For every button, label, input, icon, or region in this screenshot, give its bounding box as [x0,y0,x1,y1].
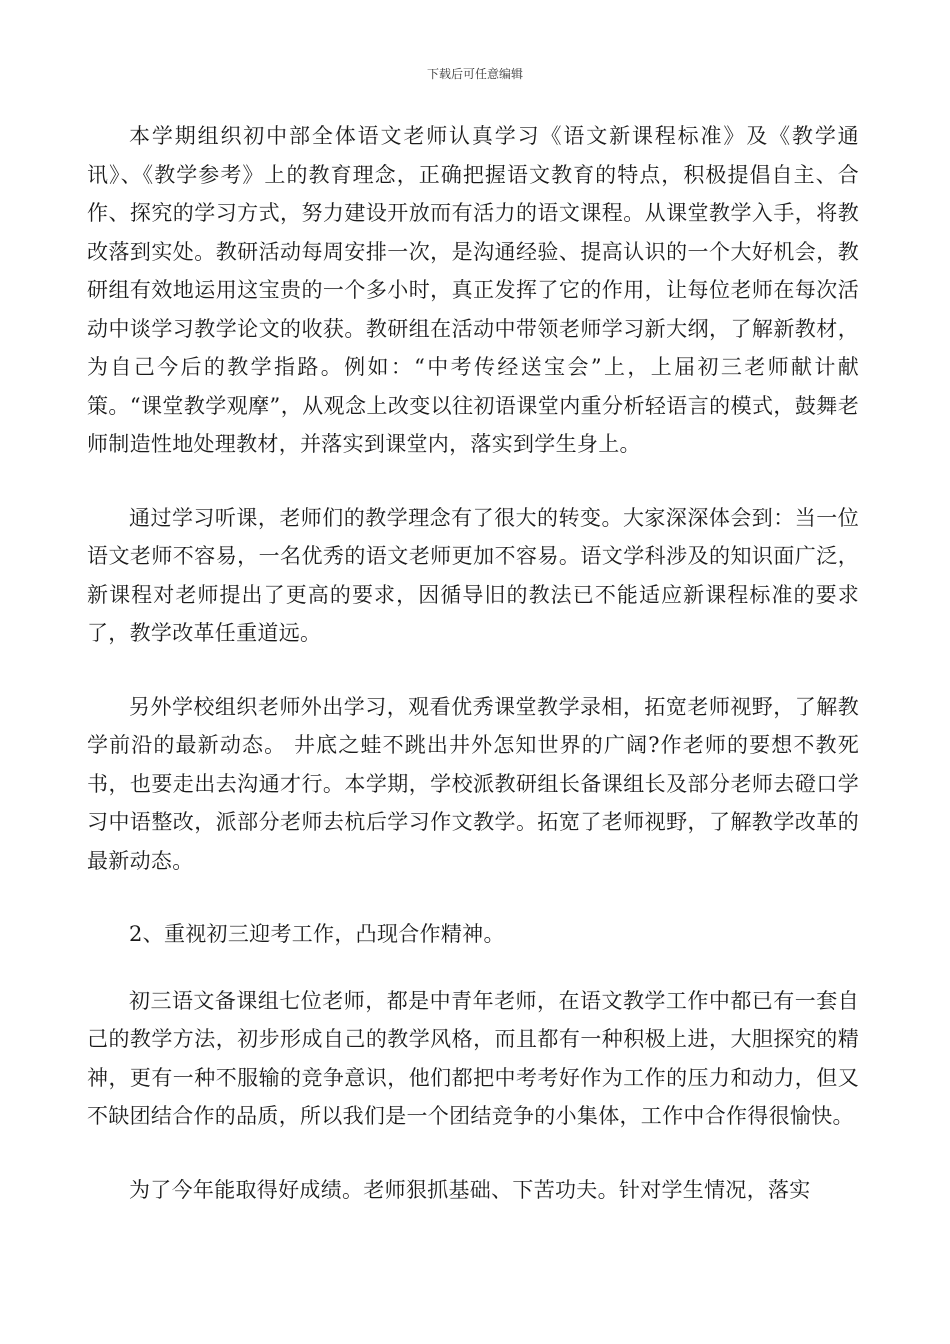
document-body [87,117,859,1244]
paragraph-2: 通过学习听课，老师们的教学理念有了很大的转变。大家深深体会到：当一位语文老师不容易，一名优秀的语文老师更加不容易。语文学科涉及的知识面广泛，新课程对老师提出了更高的要求，因循导旧的教法已不能适应新课程标准的要求了，教学改革任重道远。 [87,505,859,645]
section-heading: 2、重视初三迎考工作，凸现合作精神。 [129,922,505,946]
header-note: 下载后可任意编辑 [426,67,523,81]
paragraph-3: 另外学校组织老师外出学习，观看优秀课堂教学录相，拓宽老师视野，了解教学前沿的最新动态。 井底之蛙不跳出井外怎知世界的广阔?作老师的要想不教死书，也要走出去沟通才行。本学期，学校派教研组长备课组长及部分老师去磴口学习中语整改，派部分老师去杭后学习作文教学。拓宽了老师视野，了解教学改革的最新动态。 [87,694,859,873]
paragraph-1: 本学期组织初中部全体语文老师认真学习《语文新课程标准》及《教学通讯》、《教学参考》上的教育理念，正确把握语文教育的特点，积极提倡自主、合作、探究的学习方式，努力建设开放而有活力的语文课程。从课堂教学入手，将教改落到实处。教研活动每周安排一次，是沟通经验、提高认识的一个大好机会，教研组有效地运用这宝贵的一个多小时，真正发挥了它的作用，让每位老师在每次活动中谈学习教学论文的收获。教研组在活动中带领老师学习新大纲，了解新教材，为自己今后的教学指路。例如：“中考传经送宝会”上，上届初三老师献计献策。“课堂教学观摩”，从观念上改变以往初语课堂内重分析轻语言的模式，鼓舞老师制造性地处理教材，并落实到课堂内，落实到学生身上。 [87,124,859,456]
paragraph-4: 初三语文备课组七位老师，都是中青年老师，在语文教学工作中都已有一套自己的教学方法，初步形成自己的教学风格，而且都有一种积极上进，大胆探究的精神，更有一种不服输的竞争意识，他们都把中考考好作为工作的压力和动力，但又不缺团结合作的品质，所以我们是一个团结竞争的小集体，工作中合作得很愉快。 [87,988,859,1128]
paragraph-5: 为了今年能取得好成绩。老师狠抓基础、下苦功夫。针对学生情况，落实 [129,1177,811,1202]
